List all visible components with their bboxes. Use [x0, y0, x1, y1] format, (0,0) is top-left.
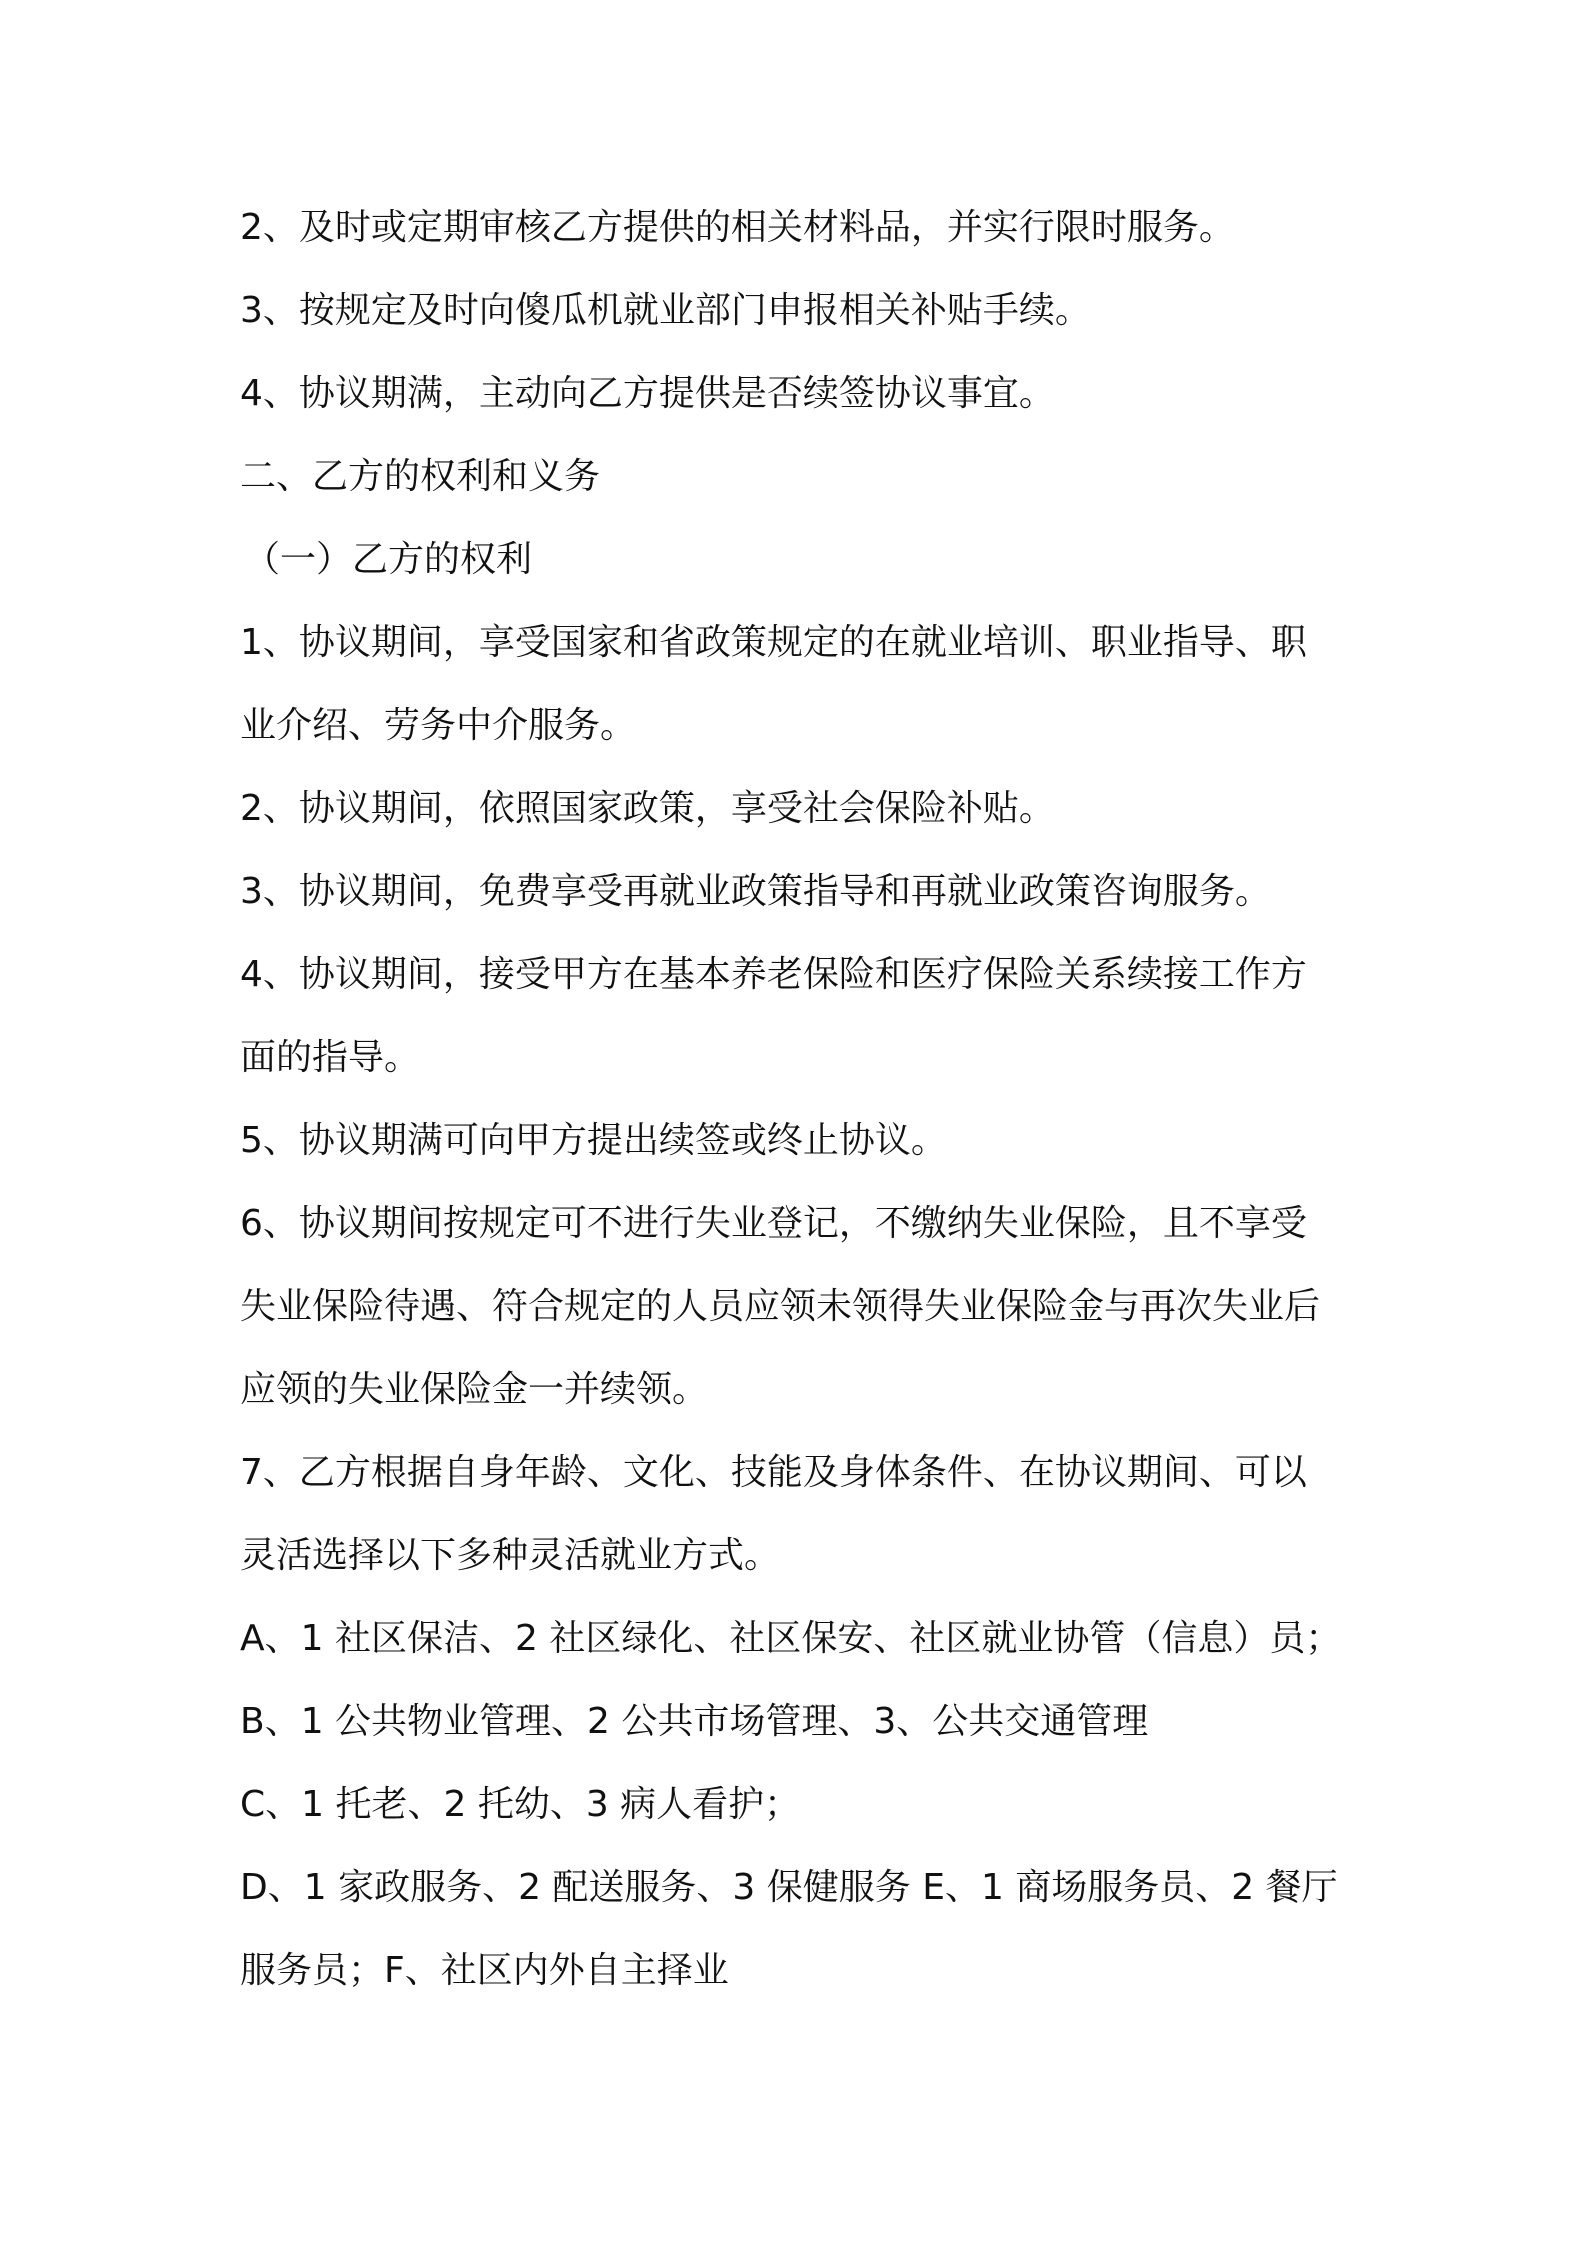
text-line: 面的指导。	[240, 1037, 421, 1078]
text-line: D、1 家政服务、2 配送服务、3 保健服务 E、1 商场服务员、2 餐厅	[240, 1867, 1338, 1908]
text-line: 服务员；F、社区内外自主择业	[240, 1950, 729, 1991]
section-heading: 二、乙方的权利和义务	[240, 456, 601, 497]
text-line: 业介绍、劳务中介服务。	[240, 705, 637, 746]
text-line: 应领的失业保险金一并续领。	[240, 1369, 709, 1410]
text-line: B、1 公共物业管理、2 公共市场管理、3、公共交通管理	[240, 1701, 1149, 1742]
subsection-heading: （一）乙方的权利	[244, 539, 533, 580]
text-line: 4、协议期间，接受甲方在基本养老保险和医疗保险关系续接工作方	[240, 954, 1307, 995]
text-line: 7、乙方根据自身年龄、文化、技能及身体条件、在协议期间、可以	[240, 1452, 1307, 1493]
text-line: 1、协议期间，享受国家和省政策规定的在就业培训、职业指导、职	[240, 622, 1307, 663]
text-line: A、1 社区保洁、2 社区绿化、社区保安、社区就业协管（信息）员；	[240, 1618, 1342, 1659]
text-line: C、1 托老、2 托幼、3 病人看护；	[240, 1784, 801, 1825]
text-line: 5、协议期满可向甲方提出续签或终止协议。	[240, 1120, 947, 1161]
text-line: 2、协议期间，依照国家政策，享受社会保险补贴。	[240, 788, 1055, 829]
text-line: 4、协议期满，主动向乙方提供是否续签协议事宜。	[240, 373, 1055, 414]
text-line: 3、协议期间，免费享受再就业政策指导和再就业政策咨询服务。	[240, 871, 1271, 912]
text-line: 6、协议期间按规定可不进行失业登记，不缴纳失业保险，且不享受	[240, 1203, 1307, 1244]
text-line: 灵活选择以下多种灵活就业方式。	[240, 1535, 781, 1576]
text-line: 失业保险待遇、符合规定的人员应领未领得失业保险金与再次失业后	[240, 1286, 1321, 1327]
text-line: 3、按规定及时向傻瓜机就业部门申报相关补贴手续。	[240, 290, 1091, 331]
text-line: 2、及时或定期审核乙方提供的相关材料品，并实行限时服务。	[240, 207, 1235, 248]
